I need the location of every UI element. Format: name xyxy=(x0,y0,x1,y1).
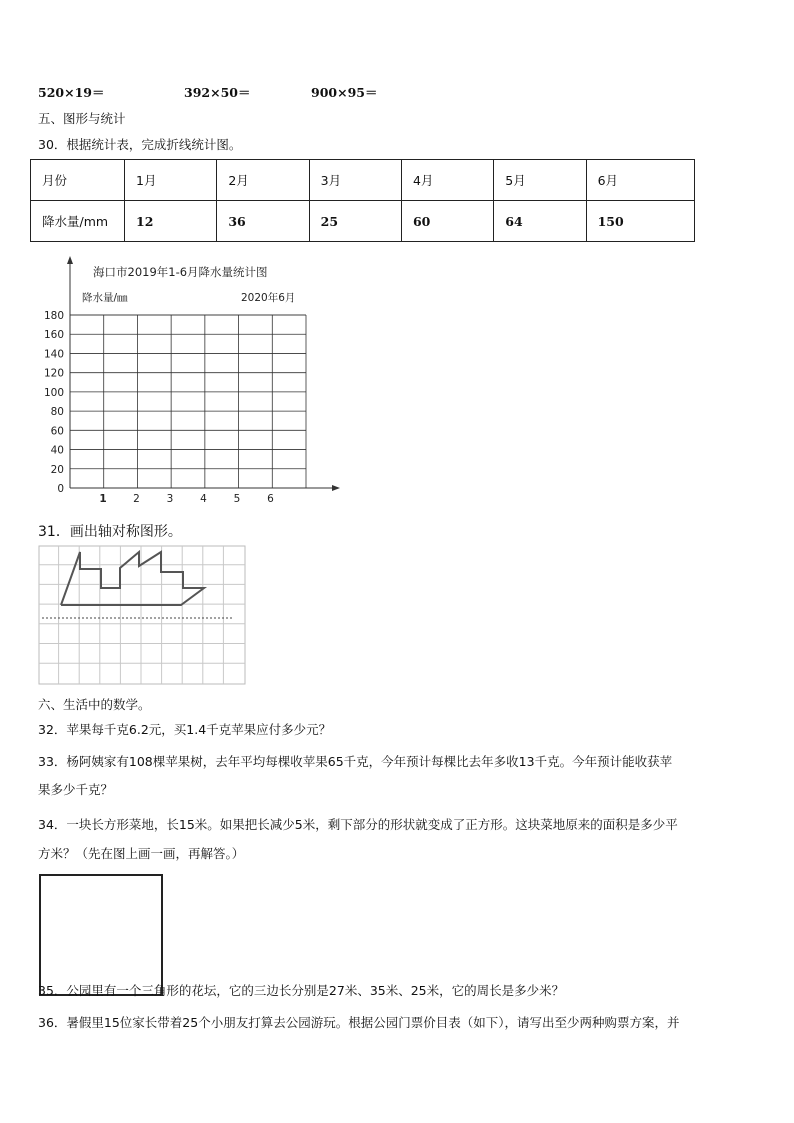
question-33-line-2: 果多少千克？ xyxy=(38,782,114,797)
x-tick-label: 3 xyxy=(166,493,174,505)
month-header-cell: 月份 xyxy=(31,160,125,201)
table-cell: 1月 xyxy=(125,160,217,201)
table-row xyxy=(31,201,695,242)
y-tick-label: 140 xyxy=(43,348,64,361)
chart-date-label: 2020年6月 xyxy=(241,292,296,304)
y-tick-label: 20 xyxy=(50,463,64,476)
y-tick-label: 80 xyxy=(50,406,64,419)
x-tick-label: 4 xyxy=(200,493,207,505)
y-tick-label: 120 xyxy=(43,367,64,380)
table-cell: 5月 xyxy=(494,160,586,201)
x-tick-label: 5 xyxy=(233,493,241,505)
x-tick-label: 1 xyxy=(99,493,107,505)
x-tick-label: 2 xyxy=(133,493,140,505)
rainfall-table xyxy=(30,159,695,242)
calc-item-2: 392×50＝ xyxy=(184,85,251,100)
calc-item-1: 520×19＝ xyxy=(38,85,105,100)
y-tick-label: 100 xyxy=(43,386,64,399)
y-tick-labels xyxy=(44,310,64,495)
table-cell: 4月 xyxy=(401,160,493,201)
chart-grid xyxy=(70,315,306,488)
table-cell: 36 xyxy=(217,201,309,242)
x-axis-arrow xyxy=(332,485,340,491)
question-30: 30．根据统计表，完成折线统计图。 xyxy=(38,137,242,152)
square-drawing-box xyxy=(39,874,163,996)
section-5-heading: 五、图形与统计 xyxy=(38,111,126,126)
x-tick-labels xyxy=(99,493,274,505)
y-tick-label: 40 xyxy=(50,444,64,457)
table-row xyxy=(31,160,695,201)
question-32: 32．苹果每千克6.2元，买1.4千克苹果应付多少元？ xyxy=(38,722,332,737)
rainfall-line-chart xyxy=(36,250,346,512)
question-36: 36．暑假里15位家长带着25个小朋友打算去公园游玩。根据公园门票价目表（如下），请写出至少两种购票方案，并 xyxy=(38,1015,680,1030)
question-34-line-1: 34．一块长方形菜地，长15米。如果把长减少5米，剩下部分的形状就变成了正方形。这块菜地原来的面积是多少平 xyxy=(38,817,678,832)
symmetry-grid-figure xyxy=(38,545,248,687)
calc-item-3: 900×95＝ xyxy=(311,85,378,100)
table-cell: 60 xyxy=(401,201,493,242)
question-34-line-2: 方米？（先在图上画一画，再解答。） xyxy=(38,846,245,861)
chart-ylabel: 降水量/㎜ xyxy=(82,292,128,304)
question-33-line-1: 33．杨阿姨家有108棵苹果树，去年平均每棵收苹果65千克，今年预计每棵比去年多收13千克。今年预计能收获苹 xyxy=(38,754,673,769)
y-axis-arrow xyxy=(67,256,73,264)
question-35: 35．公园里有一个三角形的花坛，它的三边长分别是27米、35米、25米，它的周长是多少米？ xyxy=(38,983,565,998)
y-tick-label: 180 xyxy=(43,310,64,322)
table-cell: 6月 xyxy=(586,160,694,201)
y-tick-label: 160 xyxy=(43,329,64,342)
y-tick-label: 0 xyxy=(57,483,64,495)
table-cell: 64 xyxy=(494,201,586,242)
x-tick-label: 6 xyxy=(267,493,274,505)
table-cell: 25 xyxy=(309,201,401,242)
chart-title: 海口市2019年1-6月降水量统计图 xyxy=(93,265,268,279)
table-cell: 2月 xyxy=(217,160,309,201)
question-31: 31．画出轴对称图形。 xyxy=(38,524,182,540)
rain-header-cell: 降水量/mm xyxy=(31,201,125,242)
section-6-heading: 六、生活中的数学。 xyxy=(38,697,151,712)
table-cell: 3月 xyxy=(309,160,401,201)
table-cell: 12 xyxy=(125,201,217,242)
y-tick-label: 60 xyxy=(50,425,64,438)
table-cell: 150 xyxy=(586,201,694,242)
